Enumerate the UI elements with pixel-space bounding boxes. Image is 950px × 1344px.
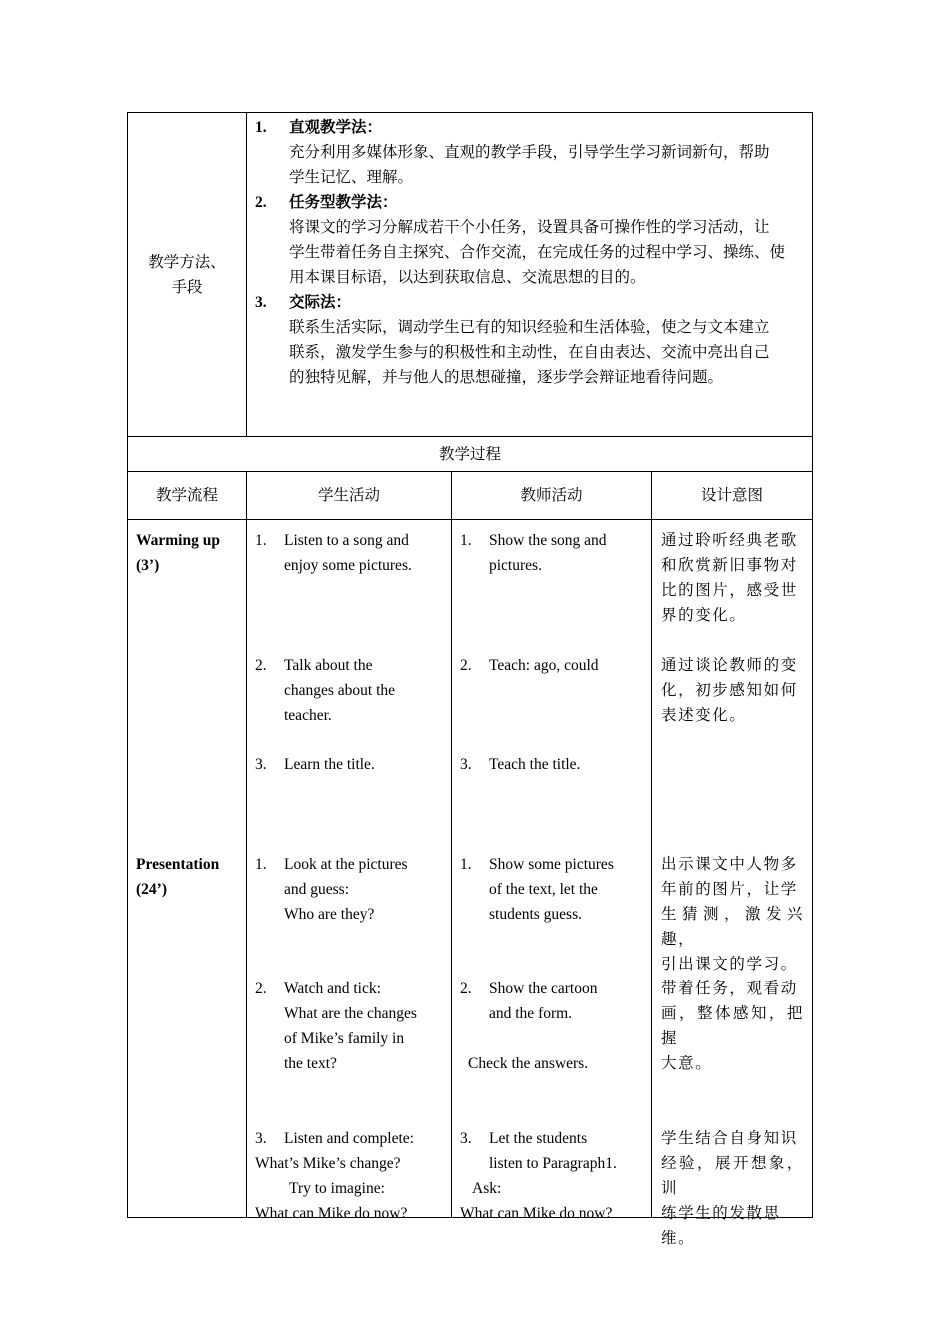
text-line: Who are they? (284, 906, 375, 923)
header-teacher: 教师活动 (452, 472, 652, 520)
teacher-activity-item (452, 653, 651, 678)
text-line: Teach: ago, could (489, 657, 599, 674)
method-title: 直观教学法： (289, 119, 383, 136)
teacher-activity-item (452, 852, 651, 927)
text-line: 大意。 (661, 1055, 713, 1072)
text-line: 界的变化。 (661, 607, 747, 624)
text-line: and the form. (489, 1005, 573, 1022)
methods-row (128, 113, 813, 437)
design-intent-item (652, 653, 812, 728)
teacher-activity-item (452, 752, 651, 777)
header-flow: 教学流程 (128, 472, 247, 520)
text-line: students guess. (489, 906, 582, 923)
text-line: 学生结合自身知识 (661, 1130, 798, 1147)
methods-content (247, 113, 813, 437)
text-line: 比的图片，感受世 (661, 582, 798, 599)
teacher-activity-item (452, 528, 651, 578)
design-intent-item (652, 1126, 812, 1251)
text-line: Learn the title. (284, 756, 375, 773)
method-number: 2. (255, 194, 267, 211)
text-line: 维。 (661, 1230, 696, 1247)
text-line: 通过聆听经典老歌 (661, 532, 798, 549)
teacher-activity-item (452, 1126, 651, 1226)
item-number: 2. (255, 980, 267, 997)
text-line: and guess: (284, 881, 350, 898)
text-line: Let the students (489, 1130, 588, 1147)
process-body-row (128, 520, 813, 1218)
design-intent-cell (652, 520, 813, 1247)
text-line: 将课文的学习分解成若干个小任务，设置具备可操作性的学习活动，让 (289, 219, 770, 236)
text-line: Listen and complete: (284, 1130, 414, 1147)
method-description (255, 215, 804, 290)
method-description (255, 315, 804, 390)
text-line: Show some pictures (489, 856, 614, 873)
header-student: 学生活动 (247, 472, 452, 520)
teacher-activity-item (452, 976, 651, 1076)
text-line: Try to imagine: (289, 1180, 385, 1197)
text-line: What can Mike do now? (460, 1205, 613, 1222)
text-line: 表述变化。 (661, 707, 747, 724)
item-number: 3. (460, 1130, 472, 1147)
student-activity-cell (247, 520, 452, 1222)
design-intent-item (652, 528, 812, 628)
student-activity-item (247, 852, 451, 927)
process-title: 教学过程 (128, 437, 813, 472)
text-line: listen to Paragraph1. (489, 1155, 617, 1172)
flow-cell (128, 520, 247, 1218)
text-line: 画，整体感知，把握 (661, 1005, 805, 1047)
text-line: Look at the pictures (284, 856, 408, 873)
text-line: What’s Mike’s change? (255, 1155, 401, 1172)
methods-label-line1: 教学方法、 (148, 253, 226, 271)
stage-name: Warming up (136, 532, 220, 549)
text-line: Check the answers. (468, 1055, 589, 1072)
text-line: 出示课文中人物多 (661, 856, 798, 873)
process-title-row (128, 437, 813, 472)
text-line: 充分利用多媒体形象、直观的教学手段，引导学生学习新词新句，帮助 (289, 144, 770, 161)
item-number: 1. (255, 856, 267, 873)
lesson-plan-table (127, 112, 813, 1247)
item-number: 3. (255, 756, 267, 773)
text-line: Listen to a song and (284, 532, 409, 549)
text-line: Ask: (472, 1180, 502, 1197)
design-intent-item (652, 976, 812, 1076)
student-activity-item (247, 752, 451, 777)
text-line: 联系生活实际，调动学生已有的知识经验和生活体验，使之与文本建立 (289, 319, 770, 336)
text-line: pictures. (489, 557, 542, 574)
text-line: 练学生的发散思 (661, 1205, 781, 1222)
text-line: Teach the title. (489, 756, 581, 773)
text-line: 通过谈论教师的变 (661, 657, 798, 674)
text-line: Watch and tick: (284, 980, 381, 997)
item-number: 1. (460, 532, 472, 549)
text-line: the text? (284, 1055, 337, 1072)
item-number: 2. (460, 657, 472, 674)
text-line: of the text, let the (489, 881, 598, 898)
text-line: changes about the (284, 682, 396, 699)
text-line: 用本课目标语，以达到获取信息、交流思想的目的。 (289, 269, 646, 286)
item-number: 3. (460, 756, 472, 773)
header-design: 设计意图 (652, 472, 813, 520)
text-line: enjoy some pictures. (284, 557, 412, 574)
text-line: 学生记忆、理解。 (289, 169, 414, 186)
text-line: teacher. (284, 707, 332, 724)
text-line: of Mike’s family in (284, 1030, 405, 1047)
student-activity-item (247, 976, 451, 1076)
presentation-stage (128, 852, 246, 902)
item-number: 2. (460, 980, 472, 997)
item-number: 3. (255, 1130, 267, 1147)
item-number: 1. (460, 856, 472, 873)
item-number: 2. (255, 657, 267, 674)
text-line: 学生带着任务自主探究、合作交流，在完成任务的过程中学习、操练、使 (289, 244, 786, 261)
method-description (255, 140, 804, 190)
text-line: 生猜测，激发兴趣， (661, 906, 805, 948)
design-intent-item (652, 852, 812, 977)
item-number: 1. (255, 532, 267, 549)
student-activity-item (247, 653, 451, 728)
text-line: 的独特见解，并与他人的思想碰撞，逐步学会辩证地看待问题。 (289, 369, 724, 386)
methods-label-line2: 手段 (171, 278, 203, 296)
text-line: 年前的图片，让学 (661, 881, 798, 898)
text-line: 引出课文的学习。 (661, 956, 798, 973)
student-activity-item (247, 528, 451, 578)
text-line: 带着任务，观看动 (661, 980, 798, 997)
warming-up-stage (128, 528, 246, 578)
student-activity-item (247, 1126, 451, 1226)
text-line: 经验，展开想象，训 (661, 1155, 805, 1197)
text-line: Show the cartoon (489, 980, 598, 997)
method-number: 3. (255, 294, 267, 311)
methods-label (128, 113, 247, 437)
text-line: Show the song and (489, 532, 607, 549)
column-header-row (128, 472, 813, 520)
stage-time: (3’) (136, 557, 160, 574)
stage-time: (24’) (136, 881, 167, 898)
text-line: 联系，激发学生参与的积极性和主动性，在自由表达、交流中亮出自己 (289, 344, 770, 361)
teacher-activity-cell (452, 520, 652, 1222)
text-line: What are the changes (284, 1005, 417, 1022)
text-line: 化，初步感知如何 (661, 682, 798, 699)
stage-name: Presentation (136, 856, 220, 873)
text-line: Talk about the (284, 657, 373, 674)
method-title: 交际法： (289, 294, 352, 311)
method-title: 任务型教学法： (289, 194, 398, 211)
method-number: 1. (255, 119, 267, 136)
text-line: 和欣赏新旧事物对 (661, 557, 798, 574)
text-line: What can Mike do now? (255, 1205, 408, 1222)
